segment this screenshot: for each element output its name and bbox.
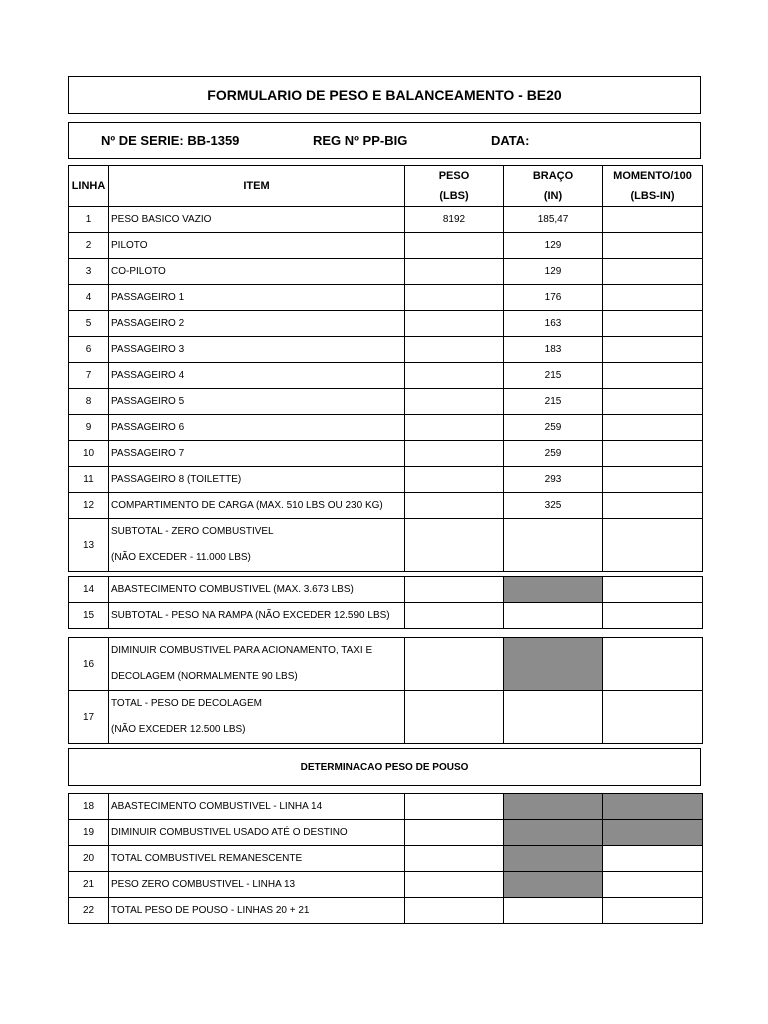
momento-cell[interactable] xyxy=(603,233,703,259)
table-row xyxy=(69,259,703,285)
row-item: PASSAGEIRO 2 xyxy=(109,311,405,337)
peso-cell[interactable] xyxy=(405,233,504,259)
momento-label: MOMENTO/100 xyxy=(613,170,692,182)
row-item: TOTAL PESO DE POUSO - LINHAS 20 + 21 xyxy=(109,898,405,924)
peso-cell[interactable] xyxy=(405,259,504,285)
braco-cell-shaded xyxy=(504,846,603,872)
braco-cell[interactable]: 185,47 xyxy=(504,207,603,233)
row-number: 2 xyxy=(69,233,109,259)
row-item: PASSAGEIRO 7 xyxy=(109,441,405,467)
momento-cell[interactable] xyxy=(603,337,703,363)
row-number: 22 xyxy=(69,898,109,924)
table-row xyxy=(69,577,703,603)
peso-cell[interactable] xyxy=(405,820,504,846)
braco-cell[interactable]: 325 xyxy=(504,493,603,519)
table-row xyxy=(69,846,703,872)
table-row xyxy=(69,519,703,572)
row-item xyxy=(109,638,405,691)
momento-cell[interactable] xyxy=(603,691,703,744)
row-item: PASSAGEIRO 6 xyxy=(109,415,405,441)
momento-cell[interactable] xyxy=(603,207,703,233)
landing-table xyxy=(68,793,703,924)
braco-cell-shaded xyxy=(504,577,603,603)
braco-cell[interactable] xyxy=(504,898,603,924)
table-row xyxy=(69,337,703,363)
momento-cell[interactable] xyxy=(603,898,703,924)
fuel-table xyxy=(68,576,703,629)
braco-cell[interactable]: 129 xyxy=(504,233,603,259)
momento-cell[interactable] xyxy=(603,846,703,872)
braco-cell[interactable]: 259 xyxy=(504,415,603,441)
row-item: PASSAGEIRO 4 xyxy=(109,363,405,389)
row-number: 16 xyxy=(69,638,109,691)
peso-cell[interactable] xyxy=(405,363,504,389)
row-item: SUBTOTAL - PESO NA RAMPA (NÃO EXCEDER 12.590 LBS) xyxy=(109,603,405,629)
peso-cell[interactable] xyxy=(405,493,504,519)
braco-cell-shaded xyxy=(504,820,603,846)
braco-cell[interactable]: 183 xyxy=(504,337,603,363)
item-line: DECOLAGEM (NORMALMENTE 90 LBS) xyxy=(111,671,298,682)
takeoff-table xyxy=(68,637,703,744)
momento-cell[interactable] xyxy=(603,259,703,285)
braco-cell[interactable]: 259 xyxy=(504,441,603,467)
table-row xyxy=(69,233,703,259)
item-line: TOTAL - PESO DE DECOLAGEM xyxy=(111,698,262,709)
peso-cell[interactable] xyxy=(405,467,504,493)
table-row xyxy=(69,441,703,467)
momento-cell[interactable] xyxy=(603,467,703,493)
header-braco xyxy=(504,166,603,207)
row-number: 6 xyxy=(69,337,109,363)
momento-cell[interactable] xyxy=(603,638,703,691)
table-row xyxy=(69,415,703,441)
momento-cell-shaded xyxy=(603,794,703,820)
peso-label: PESO xyxy=(438,170,470,182)
row-number: 20 xyxy=(69,846,109,872)
momento-cell[interactable] xyxy=(603,577,703,603)
row-item: ABASTECIMENTO COMBUSTIVEL - LINHA 14 xyxy=(109,794,405,820)
row-item: TOTAL COMBUSTIVEL REMANESCENTE xyxy=(109,846,405,872)
header-peso xyxy=(405,166,504,207)
braco-cell[interactable]: 163 xyxy=(504,311,603,337)
braco-label: BRAÇO xyxy=(532,170,574,182)
row-number: 17 xyxy=(69,691,109,744)
momento-cell[interactable] xyxy=(603,872,703,898)
peso-cell[interactable] xyxy=(405,872,504,898)
row-number: 3 xyxy=(69,259,109,285)
row-number: 7 xyxy=(69,363,109,389)
peso-cell[interactable] xyxy=(405,794,504,820)
peso-cell[interactable] xyxy=(405,337,504,363)
table-row xyxy=(69,638,703,691)
peso-cell[interactable] xyxy=(405,603,504,629)
braco-cell-shaded xyxy=(504,794,603,820)
item-line: SUBTOTAL - ZERO COMBUSTIVEL xyxy=(111,526,274,537)
momento-cell[interactable] xyxy=(603,603,703,629)
row-number: 19 xyxy=(69,820,109,846)
momento-cell[interactable] xyxy=(603,415,703,441)
row-item: ABASTECIMENTO COMBUSTIVEL (MAX. 3.673 LBS) xyxy=(109,577,405,603)
row-number: 13 xyxy=(69,519,109,572)
row-number: 12 xyxy=(69,493,109,519)
momento-cell[interactable] xyxy=(603,311,703,337)
table-row xyxy=(69,207,703,233)
row-item: PASSAGEIRO 1 xyxy=(109,285,405,311)
table-row xyxy=(69,820,703,846)
header-linha: LINHA xyxy=(69,166,109,207)
table-row xyxy=(69,691,703,744)
row-item: PILOTO xyxy=(109,233,405,259)
row-number: 5 xyxy=(69,311,109,337)
item-line: (NÃO EXCEDER 12.500 LBS) xyxy=(111,724,246,735)
serial-number: Nº DE SERIE: BB-1359 xyxy=(101,133,240,148)
braco-cell[interactable] xyxy=(504,603,603,629)
peso-cell[interactable] xyxy=(405,898,504,924)
form-title: FORMULARIO DE PESO E BALANCEAMENTO - BE20 xyxy=(68,76,701,114)
braco-cell[interactable] xyxy=(504,519,603,572)
row-number: 14 xyxy=(69,577,109,603)
peso-cell[interactable] xyxy=(405,389,504,415)
row-number: 4 xyxy=(69,285,109,311)
table-row xyxy=(69,311,703,337)
row-item: PESO BASICO VAZIO xyxy=(109,207,405,233)
header-row xyxy=(69,166,703,207)
table-row xyxy=(69,898,703,924)
row-number: 10 xyxy=(69,441,109,467)
momento-cell[interactable] xyxy=(603,389,703,415)
landing-section-title: DETERMINACAO PESO DE POUSO xyxy=(68,748,701,786)
date-label: DATA: xyxy=(491,133,530,148)
header-item: ITEM xyxy=(109,166,405,207)
braco-cell[interactable]: 293 xyxy=(504,467,603,493)
table-row xyxy=(69,363,703,389)
table-row xyxy=(69,285,703,311)
peso-cell[interactable] xyxy=(405,285,504,311)
table-row xyxy=(69,389,703,415)
braco-cell[interactable] xyxy=(504,691,603,744)
braco-cell-shaded xyxy=(504,872,603,898)
row-item: PASSAGEIRO 8 (TOILETTE) xyxy=(109,467,405,493)
header-momento xyxy=(603,166,703,207)
registration: REG Nº PP-BIG xyxy=(313,133,408,148)
item-line: DIMINUIR COMBUSTIVEL PARA ACIONAMENTO, TAXI E xyxy=(111,645,373,656)
table-row xyxy=(69,794,703,820)
row-number: 9 xyxy=(69,415,109,441)
table-row xyxy=(69,872,703,898)
table-row xyxy=(69,493,703,519)
row-number: 18 xyxy=(69,794,109,820)
braco-cell[interactable]: 129 xyxy=(504,259,603,285)
momento-cell-shaded xyxy=(603,820,703,846)
row-item: PASSAGEIRO 5 xyxy=(109,389,405,415)
peso-cell[interactable] xyxy=(405,846,504,872)
peso-cell[interactable] xyxy=(405,415,504,441)
row-item: PASSAGEIRO 3 xyxy=(109,337,405,363)
row-item: COMPARTIMENTO DE CARGA (MAX. 510 LBS OU 230 KG) xyxy=(109,493,405,519)
row-number: 8 xyxy=(69,389,109,415)
row-number: 11 xyxy=(69,467,109,493)
table-row xyxy=(69,467,703,493)
row-number: 1 xyxy=(69,207,109,233)
item-line: (NÃO EXCEDER - 11.000 LBS) xyxy=(111,552,251,563)
momento-cell[interactable] xyxy=(603,493,703,519)
row-item xyxy=(109,691,405,744)
row-item xyxy=(109,519,405,572)
momento-cell[interactable] xyxy=(603,285,703,311)
row-number: 21 xyxy=(69,872,109,898)
row-item: PESO ZERO COMBUSTIVEL - LINHA 13 xyxy=(109,872,405,898)
braco-unit: (IN) xyxy=(543,190,563,202)
momento-unit: (LBS-IN) xyxy=(630,190,675,202)
braco-cell-shaded xyxy=(504,638,603,691)
table-row xyxy=(69,603,703,629)
peso-cell[interactable] xyxy=(405,691,504,744)
peso-cell[interactable] xyxy=(405,441,504,467)
peso-cell[interactable] xyxy=(405,311,504,337)
peso-cell[interactable] xyxy=(405,577,504,603)
peso-cell[interactable] xyxy=(405,519,504,572)
momento-cell[interactable] xyxy=(603,519,703,572)
momento-cell[interactable] xyxy=(603,441,703,467)
braco-cell[interactable]: 215 xyxy=(504,389,603,415)
aircraft-info xyxy=(68,122,701,159)
peso-cell[interactable]: 8192 xyxy=(405,207,504,233)
peso-cell[interactable] xyxy=(405,638,504,691)
row-item: CO-PILOTO xyxy=(109,259,405,285)
weight-table xyxy=(68,165,703,572)
braco-cell[interactable]: 215 xyxy=(504,363,603,389)
braco-cell[interactable]: 176 xyxy=(504,285,603,311)
row-number: 15 xyxy=(69,603,109,629)
momento-cell[interactable] xyxy=(603,363,703,389)
peso-unit: (LBS) xyxy=(439,190,469,202)
row-item: DIMINUIR COMBUSTIVEL USADO ATÉ O DESTINO xyxy=(109,820,405,846)
